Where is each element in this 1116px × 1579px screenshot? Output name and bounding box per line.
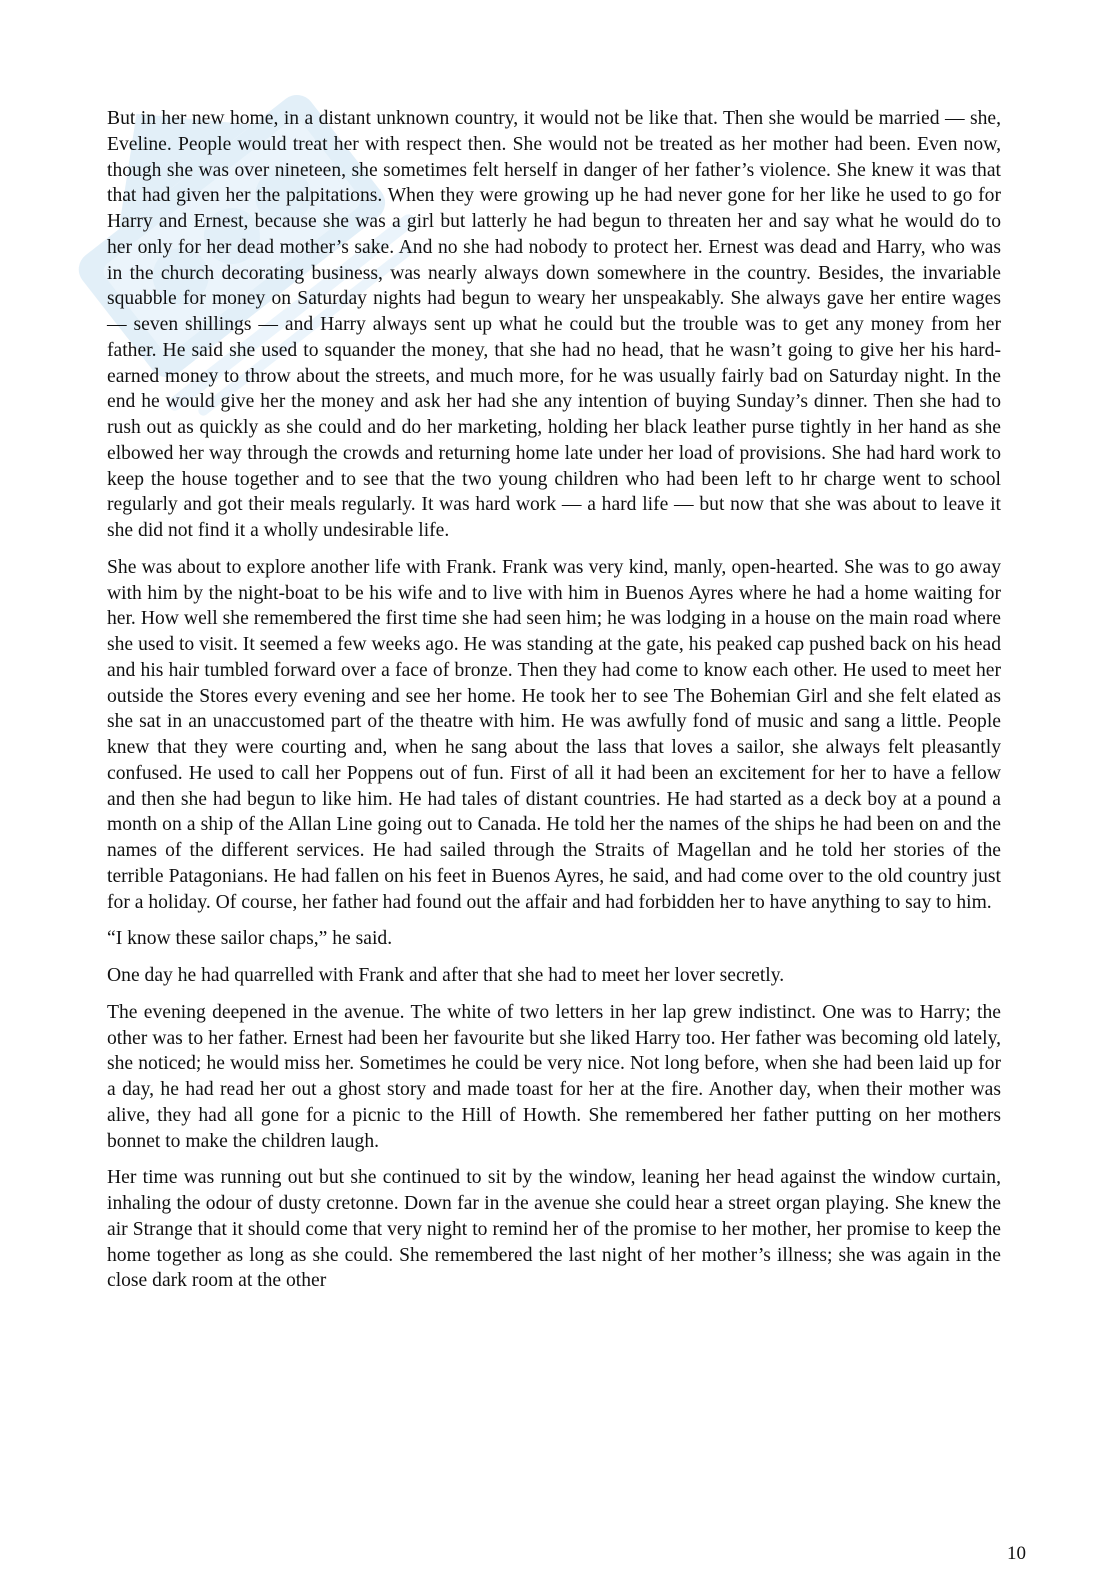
paragraph-2: She was about to explore another life with Frank. Frank was very kind, manly, open-hearted. She was to go away with him by the night-boat to be his wife and to live with him in Buenos Ayres where he had a home waiting for her. How well she remembered the first time she had seen him; he was lodging in a house on the main road where she used to visit. It seemed a few weeks ago. He was standing at the gate, his peaked cap pushed back on his head and his hair tumbled forward over a face of bronze. Then they had come to know each other. He used to meet her outside the Stores every evening and see her home. He took her to see The Bohemian Girl and she felt elated as she sat in an unaccustomed part of the theatre with him. He was awfully fond of music and sang a little. People knew that they were courting and, when he sang about the lass that loves a sailor, she always felt pleasantly confused. He used to call her Poppens out of fun. First of all it had been an excitement for her to have a fellow and then she had begun to like him. He had tales of distant countries. He had started as a deck boy at a pound a month on a ship of the Allan Line going out to Canada. He told her the names of the ships he had been on and the names of the different services. He had sailed through the Straits of Magellan and he told her stories of the terrible Patagonians. He had fallen on his feet in Buenos Ayres, he said, and had come over to the old country just for a holiday. Of course, her father had found out the affair and had forbidden her to have anything to say to him. xyxy=(107,556,1001,913)
paragraph-3: “I know these sailor chaps,” he said. xyxy=(107,928,393,950)
paragraph-5: The evening deepened in the avenue. The white of two letters in her lap grew indistinct. One was to Harry; the other was to her father. Ernest had been her favourite but she liked Harry too. Her father was becoming old lately, she noticed; he would miss her. Sometimes he could be very nice. Not long before, when she had been laid up for a day, he had read her out a ghost story and made toast for her at the fire. Another day, when their mother was alive, they had all gone for a picnic to the Hill of Howth. She remembered her father putting on her mothers bonnet to make the children laugh. xyxy=(107,1001,1001,1152)
text-body xyxy=(107,106,1001,1305)
paragraph-4: One day he had quarrelled with Frank and after that she had to meet her lover secretly. xyxy=(107,965,785,986)
page-number: 10 xyxy=(1007,1543,1026,1564)
paragraph-1: But in her new home, in a distant unknown country, it would not be like that. Then she would be married — she, Eveline. People would treat her with respect then. She would not be treated as her mother had been. Even now, though she was over nineteen, she sometimes felt herself in danger of her father’s violence. She knew it was that that had given her the palpitations. When they were growing up he had never gone for her like he used to go for Harry and Ernest, because she was a girl but latterly he had begun to threaten her and say what he would do to her only for her dead mother’s sake. And no she had nobody to protect her. Ernest was dead and Harry, who was in the church decorating business, was nearly always down somewhere in the country. Besides, the invariable squabble for money on Saturday nights had begun to weary her unspeakably. She always gave her entire wages — seven shillings — and Harry always sent up what he could but the trouble was to get any money from her father. He said she used to squander the money, that she had no head, that he wasn’t going to give her his hard-earned money to throw about the streets, and much more, for he was usually fairly bad on Saturday night. In the end he would give her the money and ask her had she any intention of buying Sunday’s dinner. Then she had to rush out as quickly as she could and do her marketing, holding her black leather purse tightly in her hand as she elbowed her way through the crowds and returning home late under her load of provisions. She had hard work to keep the house together and to see that the two young children who had been left to hr charge went to school regularly and got their meals regularly. It was hard work — a hard life — but now that she was about to leave it she did not find it a wholly undesirable life. xyxy=(107,108,1001,541)
paragraph-6: Her time was running out but she continued to sit by the window, leaning her head against the window curtain, inhaling the odour of dusty cretonne. Down far in the avenue she could hear a street organ playing. She knew the air Strange that it should come that very night to remind her of the promise to her mother, her promise to keep the home together as long as she could. She remembered the last night of her mother’s illness; she was again in the close dark room at the other xyxy=(107,1167,1001,1292)
